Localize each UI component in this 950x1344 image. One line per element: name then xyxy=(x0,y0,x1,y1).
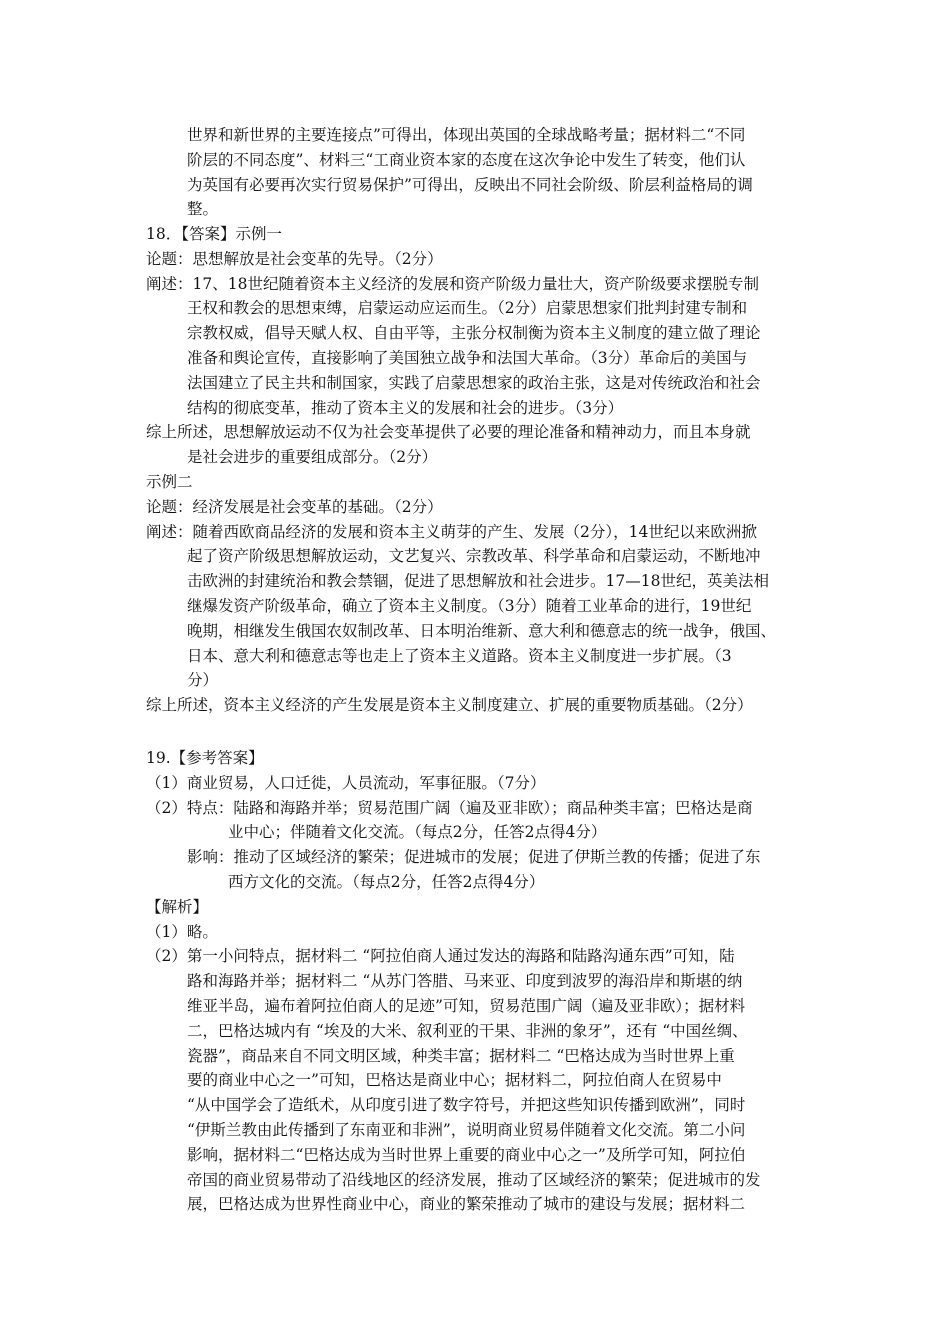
text-line: 整。 xyxy=(187,200,219,219)
q19-analysis-heading: 【解析】 xyxy=(146,897,209,916)
q19-heading: 19.【参考答案】 xyxy=(146,749,264,767)
text-line: 击欧洲的封建统治和教会禁锢，促进了思想解放和社会进步。17—18世纪，英美法相 xyxy=(187,572,769,591)
text-line: 晚期，相继发生俄国农奴制改革、日本明治维新、意大利和德意志的统一战争，俄国、 xyxy=(187,621,777,640)
q18-ex2-thesis: 论题：经济发展是社会变革的基础。（2分） xyxy=(146,497,443,516)
text-line: 继爆发资产阶级革命，确立了资本主义制度。（3分）随着工业革命的进行，19世纪 xyxy=(187,596,752,615)
previous-analysis-tail xyxy=(146,123,810,222)
q19-analysis-2: （2）第一小问特点，据材料二 “阿拉伯商人通过发达的海路和陆路沟通东西”可知，陆 xyxy=(146,947,735,966)
text-line: 西方文化的交流。（每点2分，任答2点得4分） xyxy=(228,872,545,891)
text-line: 日本、意大利和德意志等也走上了资本主义道路。资本主义制度进一步扩展。（3 xyxy=(187,646,732,665)
text-line: 帝国的商业贸易带动了沿线地区的经济发展，推动了区域经济的繁荣；促进城市的发 xyxy=(187,1170,761,1189)
text-line: 二，巴格达城内有 “埃及的大米、叙利亚的干果、非洲的象牙”，还有 “中国丝绸、 xyxy=(187,1021,748,1040)
text-line: 世界和新世界的主要连接点”可得出，体现出英国的全球战略考量；据材料二“不同 xyxy=(187,126,746,144)
text-line: 分） xyxy=(187,671,219,690)
text-line: 准备和舆论宣传，直接影响了美国独立战争和法国大革命。（3分）革命后的美国与 xyxy=(187,348,748,367)
q19-answer-1: （1）商业贸易，人口迁徙，人员流动，军事征服。（7分） xyxy=(146,773,546,792)
q19-answer-2-impact: 影响：推动了区域经济的繁荣；促进城市的发展；促进了伊斯兰教的传播；促进了东 xyxy=(187,848,761,867)
text-line: 宗教权威，倡导天赋人权、自由平等，主张分权制衡为资本主义制度的建立做了理论 xyxy=(187,324,761,343)
text-line: 展，巴格达成为世界性商业中心，商业的繁荣推动了城市的建设与发展；据材料二 xyxy=(187,1195,746,1214)
text-line: 是社会进步的重要组成部分。（2分） xyxy=(187,448,438,467)
q18-ex1-thesis: 论题：思想解放是社会变革的先导。（2分） xyxy=(146,249,443,268)
q18-heading: 18．【答案】示例一 xyxy=(146,225,282,243)
text-line: “从中国学会了造纸术，从印度引进了数字符号，并把这些知识传播到欧洲”，同时 xyxy=(187,1096,746,1115)
q18-ex2-conclusion: 综上所述，资本主义经济的产生发展是资本主义制度建立、扩展的重要物质基础。（2分） xyxy=(146,696,753,715)
text-line: 阶层的不同态度”、材料三“工商业资本家的态度在这次争论中发生了转变，他们认 xyxy=(187,150,746,169)
text-line: 为英国有必要再次实行贸易保护”可得出，反映出不同社会阶级、阶层利益格局的调 xyxy=(187,175,753,194)
text-line: 维亚半岛，遍布着阿拉伯商人的足迹”可知，贸易范围广阔（遍及亚非欧）；据材料 xyxy=(187,996,746,1015)
text-line: 结构的彻底变革，推动了资本主义的发展和社会的进步。（3分） xyxy=(187,398,624,417)
text-line: 要的商业中心之一”可知，巴格达是商业中心；据材料二，阿拉伯商人在贸易中 xyxy=(187,1071,722,1090)
text-line: 瓷器”，商品来自不同文明区域，种类丰富；据材料二 “巴格达成为当时世界上重 xyxy=(187,1046,735,1065)
q19-analysis-1: （1）略。 xyxy=(146,922,218,941)
q18-ex2-exposition: 阐述：随着西欧商品经济的发展和资本主义萌芽的产生、发展（2分），14世纪以来欧洲掀 xyxy=(146,522,757,541)
text-line: 王权和教会的思想束缚，启蒙运动应运而生。（2分）启蒙思想家们批判封建专制和 xyxy=(187,299,748,318)
question-19 xyxy=(146,746,810,1217)
text-line: “伊斯兰教由此传播到了东南亚和非洲”，说明商业贸易伴随着文化交流。第二小问 xyxy=(187,1120,746,1139)
text-line: 起了资产阶级思想解放运动，文艺复兴、宗教改革、科学革命和启蒙运动，不断地冲 xyxy=(187,547,761,566)
q18-ex1-conclusion: 综上所述，思想解放运动不仅为社会变革提供了必要的理论准备和精神动力，而且本身就 xyxy=(146,423,751,442)
text-line: 路和海路并举；据材料二 “从苏门答腊、马来亚、印度到波罗的海沿岸和斯堪的纳 xyxy=(187,972,743,991)
question-18 xyxy=(146,222,810,718)
text-line: 影响，据材料二“巴格达成为当时世界上重要的商业中心之一”及所学可知，阿拉伯 xyxy=(187,1145,746,1164)
text-line: 业中心；伴随着文化交流。（每点2分，任答2点得4分） xyxy=(228,823,607,842)
q18-example2-heading: 示例二 xyxy=(146,472,193,491)
q19-answer-2-features: （2）特点：陆路和海路并举；贸易范围广阔（遍及亚非欧）；商品种类丰富；巴格达是商 xyxy=(146,798,753,817)
q18-ex1-exposition: 阐述：17、18世纪随着资本主义经济的发展和资产阶级力量壮大，资产阶级要求摆脱专制 xyxy=(146,274,759,293)
text-line: 法国建立了民主共和制国家，实践了启蒙思想家的政治主张，这是对传统政治和社会 xyxy=(187,373,761,392)
